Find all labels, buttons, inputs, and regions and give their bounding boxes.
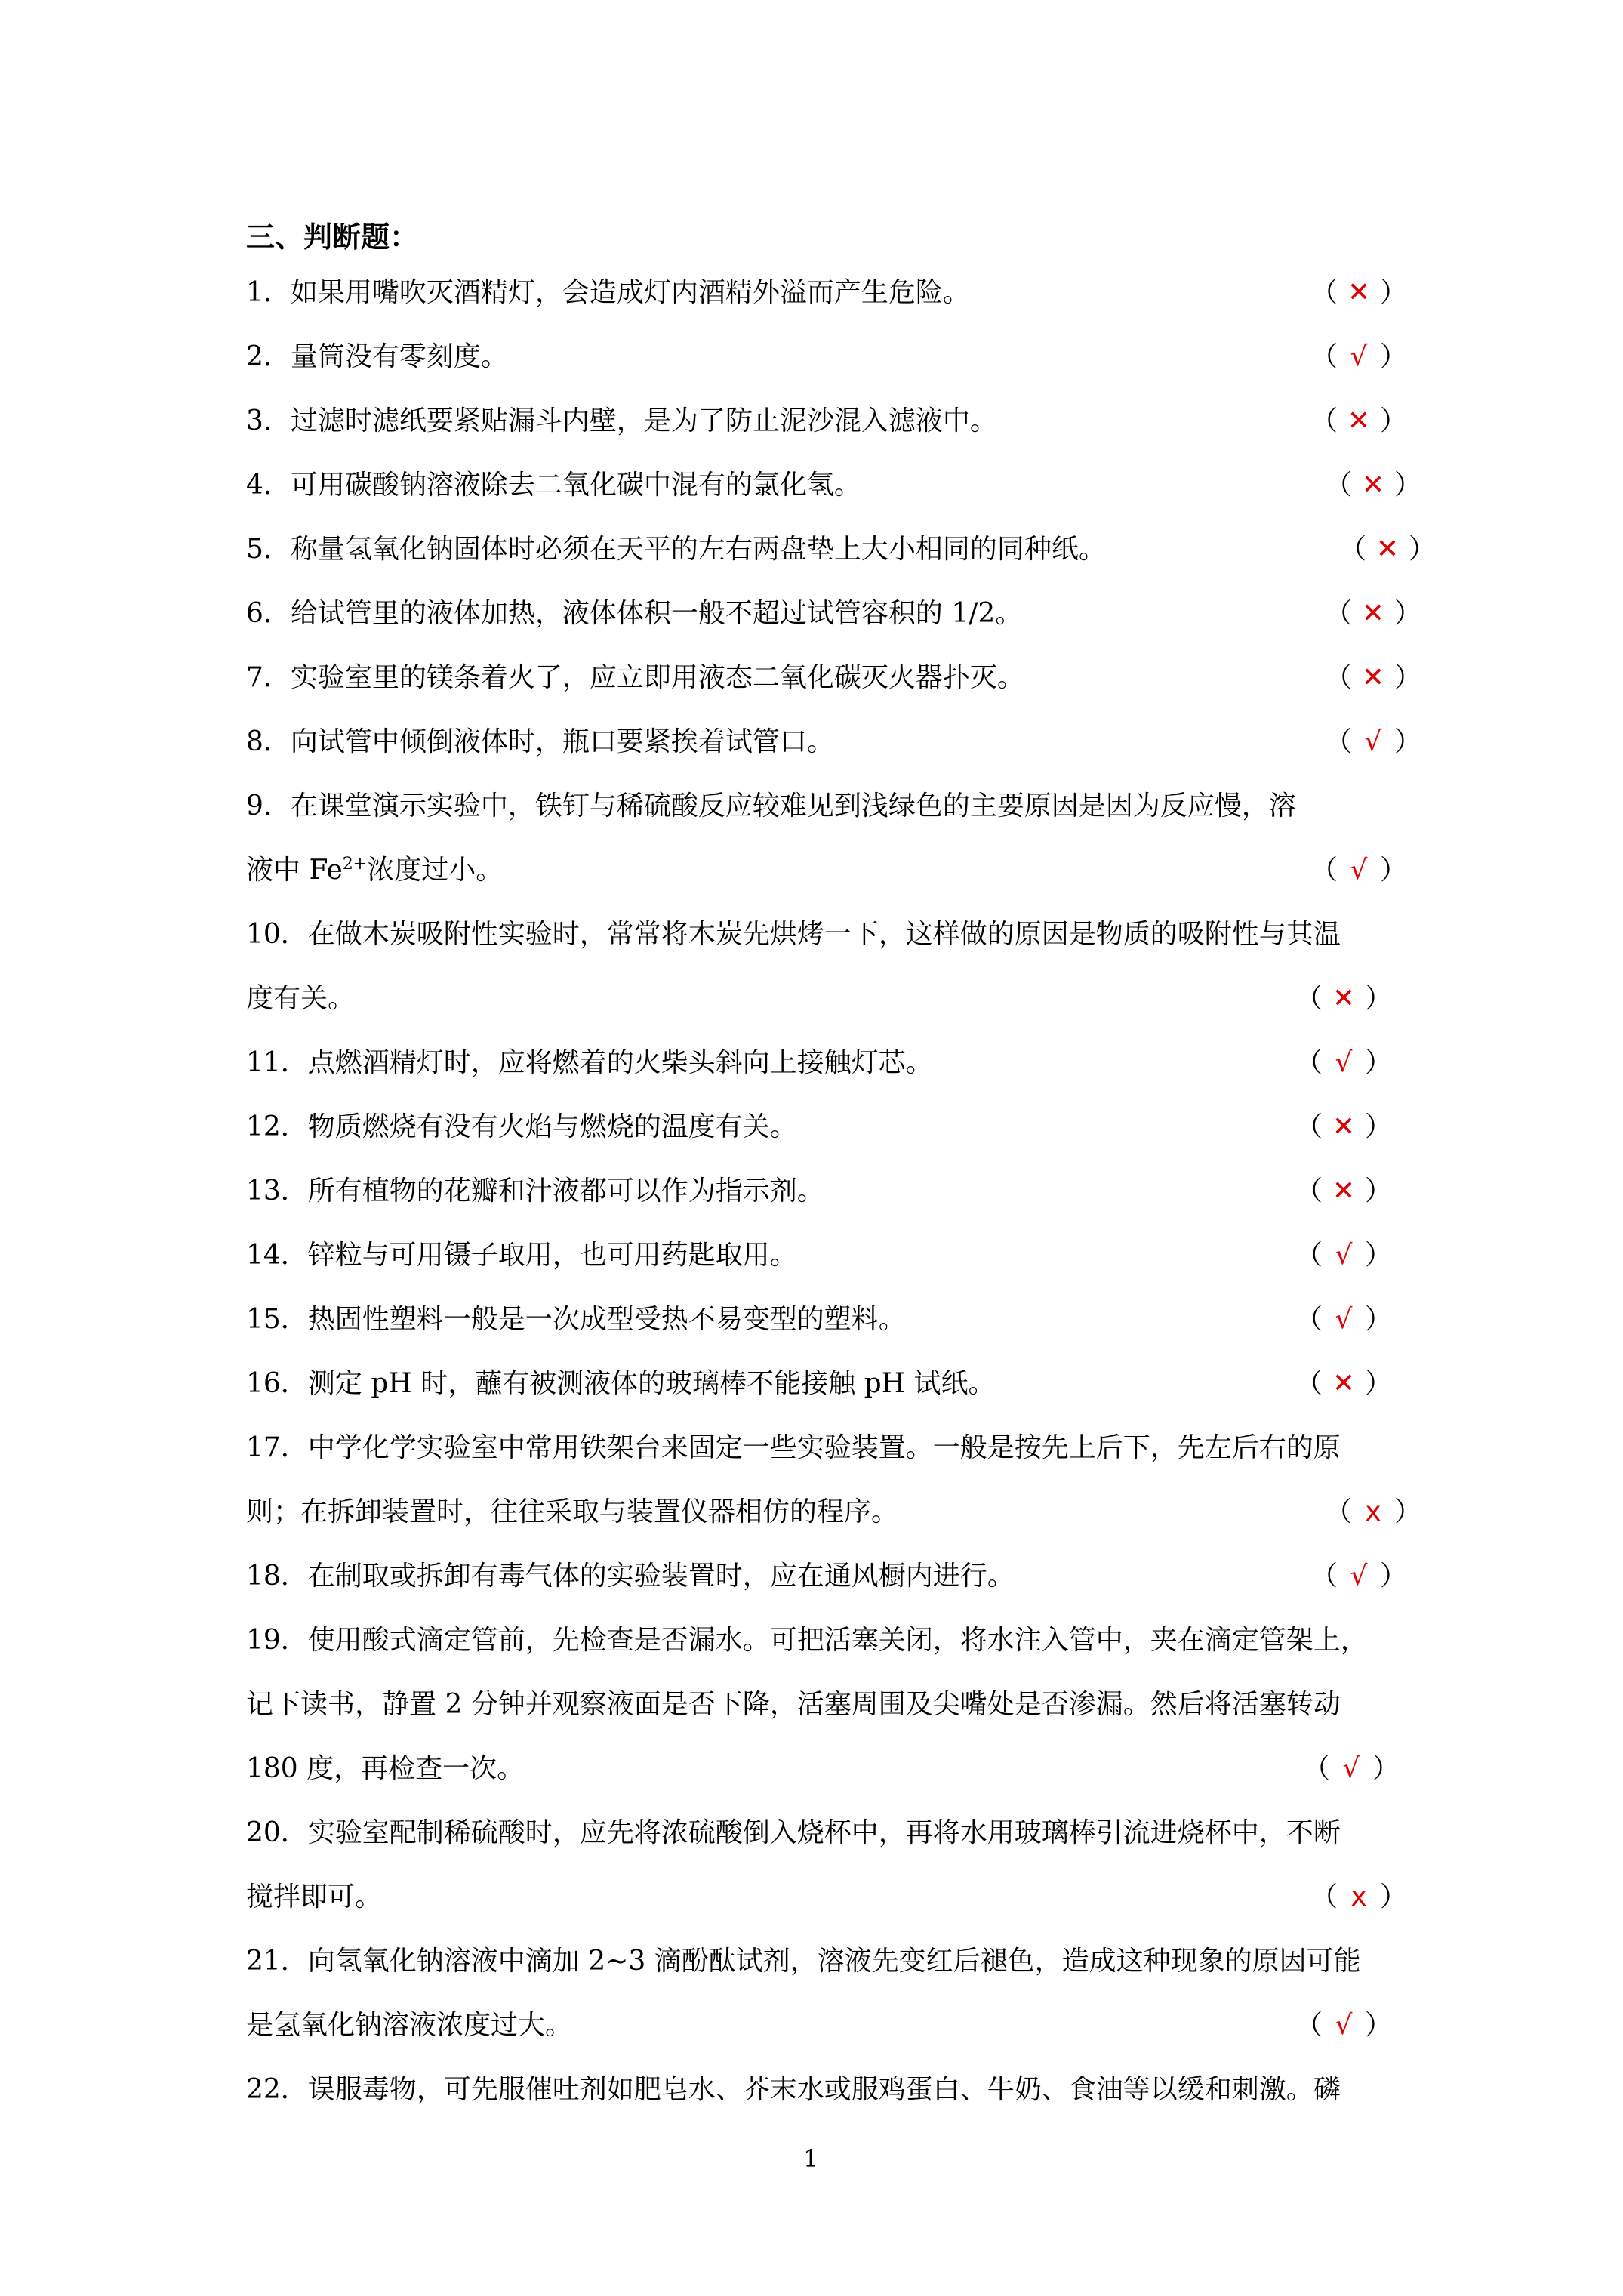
question-20-line-1: 20．实验室配制稀硫酸时，应先将浓硫酸倒入烧杯中，再将水用玻璃棒引流进烧杯中，不断 [246, 1817, 1341, 1848]
question-22-line-1: 22．误服毒物，可先服催吐剂如肥皂水、芥末水或服鸡蛋白、牛奶、食油等以缓和刺激。磷 [246, 2074, 1341, 2105]
cross-mark-icon: ✕ [1361, 470, 1385, 501]
answer-5: （ ✕ ） [1339, 534, 1437, 565]
cross-mark-icon: ✕ [1361, 662, 1385, 693]
cross-mark-icon: ✕ [1361, 598, 1385, 629]
question-14: 14．锌粒与可用镊子取用，也可用药匙取用。 [246, 1240, 797, 1271]
question-2: 2．量筒没有零刻度。 [246, 341, 508, 372]
question-11: 11．点燃酒精灯时，应将燃着的火柴头斜向上接触灯芯。 [246, 1047, 933, 1078]
question-16: 16．测定 pH 时，蘸有被测液体的玻璃棒不能接触 pH 试纸。 [246, 1368, 996, 1399]
answer-18: （ √ ） [1310, 1561, 1408, 1592]
question-9-line-2: 液中 $Fe^{2+}$浓度过小。 [246, 855, 504, 886]
answer-17: （ x ） [1325, 1496, 1422, 1527]
check-mark-icon: √ [1335, 1240, 1353, 1271]
check-mark-icon: √ [1350, 1561, 1368, 1592]
answer-11: （ √ ） [1295, 1047, 1393, 1078]
cross-mark-icon: ✕ [1347, 277, 1371, 308]
answer-7: （ ✕ ） [1325, 662, 1422, 693]
question-5: 5．称量氢氧化钠固体时必须在天平的左右两盘垫上大小相同的同种纸。 [246, 534, 1106, 565]
answer-4: （ ✕ ） [1325, 470, 1422, 501]
question-20-line-2: 搅拌即可。 [246, 1881, 383, 1912]
question-15: 15．热固性塑料一般是一次成型受热不易变型的塑料。 [246, 1304, 906, 1335]
cross-mark-icon: ✕ [1332, 983, 1356, 1014]
question-6: 6．给试管里的液体加热，液体体积一般不超过试管容积的 1/2。 [246, 598, 1023, 629]
check-mark-icon: √ [1350, 341, 1368, 372]
answer-2: （ √ ） [1310, 341, 1408, 372]
answer-12: （ ✕ ） [1295, 1111, 1393, 1142]
answer-14: （ √ ） [1295, 1240, 1393, 1271]
answer-15: （ √ ） [1295, 1304, 1393, 1335]
check-mark-icon: √ [1364, 726, 1382, 757]
cross-mark-icon: ✕ [1332, 1111, 1356, 1142]
answer-9: （ √ ） [1310, 855, 1408, 886]
check-mark-icon: √ [1335, 2010, 1353, 2041]
question-19-line-3: 180 度，再检查一次。 [246, 1753, 525, 1784]
cross-mark-icon: x [1350, 1881, 1367, 1912]
question-9-line-1: 9．在课堂演示实验中，铁钉与稀硫酸反应较难见到浅绿色的主要原因是因为反应慢，溶 [246, 791, 1296, 821]
question-12: 12．物质燃烧有没有火焰与燃烧的温度有关。 [246, 1111, 797, 1142]
answer-19: （ √ ） [1303, 1753, 1400, 1784]
check-mark-icon: √ [1350, 855, 1368, 886]
answer-20: （ x ） [1310, 1881, 1408, 1912]
cross-mark-icon: ✕ [1347, 405, 1371, 436]
page-number: 1 [803, 2144, 819, 2173]
question-17-line-1: 17．中学化学实验室中常用铁架台来固定一些实验装置。一般是按先上后下，先左后右的原 [246, 1432, 1341, 1463]
question-10-line-1: 10．在做木炭吸附性实验时，常常将木炭先烘烤一下，这样做的原因是物质的吸附性与其温 [246, 919, 1341, 950]
question-7: 7．实验室里的镁条着火了，应立即用液态二氧化碳灭火器扑灭。 [246, 662, 1024, 693]
cross-mark-icon: x [1365, 1496, 1381, 1527]
question-4: 4．可用碳酸钠溶液除去二氧化碳中混有的氯化氢。 [246, 470, 861, 501]
answer-13: （ ✕ ） [1295, 1176, 1393, 1207]
answer-3: （ ✕ ） [1310, 405, 1408, 436]
question-18: 18．在制取或拆卸有毒气体的实验装置时，应在通风橱内进行。 [246, 1561, 1015, 1592]
question-21-line-1: 21．向氢氧化钠溶液中滴加 2~3 滴酚酞试剂，溶液先变红后褪色，造成这种现象的原因可能 [246, 1946, 1361, 1977]
answer-6: （ ✕ ） [1325, 598, 1422, 629]
question-21-line-2: 是氢氧化钠溶液浓度过大。 [246, 2010, 573, 2041]
question-3: 3．过滤时滤纸要紧贴漏斗内壁，是为了防止泥沙混入滤液中。 [246, 405, 997, 436]
answer-8: （ √ ） [1325, 726, 1422, 757]
cross-mark-icon: ✕ [1332, 1176, 1356, 1207]
cross-mark-icon: ✕ [1375, 534, 1400, 565]
question-19-line-2: 记下读书，静置 2 分钟并观察液面是否下降，活塞周围及尖嘴处是否渗漏。然后将活塞转动 [246, 1689, 1341, 1720]
question-10-line-2: 度有关。 [246, 983, 356, 1014]
question-17-line-2: 则；在拆卸装置时，往往采取与装置仪器相仿的程序。 [246, 1496, 899, 1527]
answer-21: （ √ ） [1295, 2010, 1393, 2041]
section-title: 三、判断题： [246, 220, 419, 254]
answer-16: （ ✕ ） [1295, 1368, 1393, 1399]
check-mark-icon: √ [1342, 1753, 1360, 1784]
question-1: 1．如果用嘴吹灭酒精灯，会造成灯内酒精外溢而产生危险。 [246, 277, 970, 308]
check-mark-icon: √ [1335, 1047, 1353, 1078]
question-19-line-1: 19．使用酸式滴定管前，先检查是否漏水。可把活塞关闭，将水注入管中，夹在滴定管架上， [246, 1625, 1368, 1656]
question-8: 8．向试管中倾倒液体时，瓶口要紧挨着试管口。 [246, 726, 834, 757]
question-13: 13．所有植物的花瓣和汁液都可以作为指示剂。 [246, 1176, 824, 1207]
check-mark-icon: √ [1335, 1304, 1353, 1335]
answer-10: （ ✕ ） [1295, 983, 1393, 1014]
answer-1: （ ✕ ） [1310, 277, 1408, 308]
cross-mark-icon: ✕ [1332, 1368, 1356, 1399]
